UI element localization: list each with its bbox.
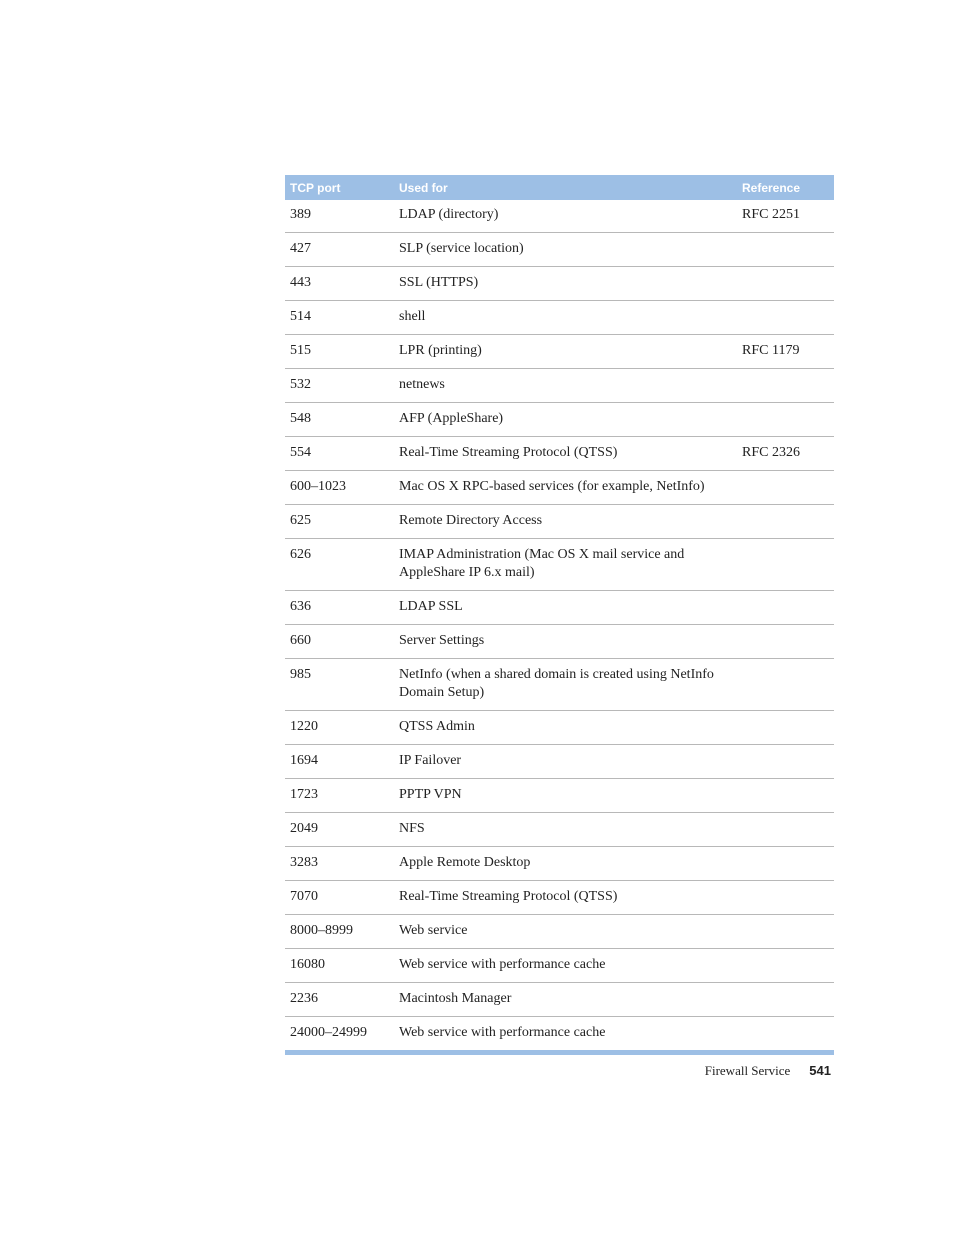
header-used-for: Used for [394, 175, 737, 200]
table-row [285, 471, 834, 505]
reference-cell [737, 301, 834, 335]
table-row [285, 437, 834, 471]
port-cell: 548 [285, 403, 394, 437]
reference-cell [737, 915, 834, 949]
table-header-row [285, 175, 834, 200]
table-row [285, 539, 834, 591]
used-for-cell: IMAP Administration (Mac OS X mail service and AppleShare IP 6.x mail) [394, 539, 737, 591]
reference-cell [737, 539, 834, 591]
port-cell: 626 [285, 539, 394, 591]
used-for-cell: NFS [394, 813, 737, 847]
used-for-cell: Mac OS X RPC-based services (for example, NetInfo) [394, 471, 737, 505]
table-row [285, 403, 834, 437]
reference-cell [737, 983, 834, 1017]
footer-section-title: Firewall Service [704, 1063, 791, 1078]
port-cell: 24000–24999 [285, 1017, 394, 1053]
used-for-cell: Web service with performance cache [394, 1017, 737, 1053]
reference-cell [737, 369, 834, 403]
reference-cell [737, 591, 834, 625]
used-for-cell: LDAP (directory) [394, 200, 737, 233]
table-row [285, 711, 834, 745]
table-row [285, 745, 834, 779]
used-for-cell: SLP (service location) [394, 233, 737, 267]
port-cell: 515 [285, 335, 394, 369]
tcp-port-table [285, 175, 834, 1055]
table-row [285, 335, 834, 369]
used-for-cell: NetInfo (when a shared domain is created using NetInfo Domain Setup) [394, 659, 737, 711]
header-tcp-port: TCP port [285, 175, 394, 200]
port-cell: 2049 [285, 813, 394, 847]
port-cell: 985 [285, 659, 394, 711]
port-cell: 3283 [285, 847, 394, 881]
used-for-cell: Apple Remote Desktop [394, 847, 737, 881]
table-row [285, 847, 834, 881]
used-for-cell: SSL (HTTPS) [394, 267, 737, 301]
port-cell: 532 [285, 369, 394, 403]
reference-cell [737, 949, 834, 983]
table-row [285, 505, 834, 539]
reference-cell [737, 813, 834, 847]
port-cell: 1220 [285, 711, 394, 745]
port-cell: 7070 [285, 881, 394, 915]
used-for-cell: Remote Directory Access [394, 505, 737, 539]
reference-cell [737, 659, 834, 711]
table-row [285, 949, 834, 983]
table-row [285, 659, 834, 711]
reference-cell [737, 745, 834, 779]
reference-cell [737, 471, 834, 505]
port-cell: 600–1023 [285, 471, 394, 505]
used-for-cell: PPTP VPN [394, 779, 737, 813]
reference-cell: RFC 2251 [737, 200, 834, 233]
used-for-cell: shell [394, 301, 737, 335]
reference-cell [737, 403, 834, 437]
reference-cell [737, 1017, 834, 1053]
table-row [285, 591, 834, 625]
table-row [285, 881, 834, 915]
port-cell: 1694 [285, 745, 394, 779]
table-row [285, 1017, 834, 1053]
reference-cell [737, 505, 834, 539]
used-for-cell: Web service with performance cache [394, 949, 737, 983]
table-row [285, 233, 834, 267]
used-for-cell: Server Settings [394, 625, 737, 659]
header-reference: Reference [737, 175, 834, 200]
table-header [285, 175, 834, 200]
reference-cell [737, 711, 834, 745]
reference-cell [737, 267, 834, 301]
used-for-cell: QTSS Admin [394, 711, 737, 745]
table-row [285, 267, 834, 301]
used-for-cell: Macintosh Manager [394, 983, 737, 1017]
table-row [285, 625, 834, 659]
port-cell: 389 [285, 200, 394, 233]
port-cell: 1723 [285, 779, 394, 813]
reference-cell [737, 881, 834, 915]
used-for-cell: Real-Time Streaming Protocol (QTSS) [394, 881, 737, 915]
used-for-cell: Real-Time Streaming Protocol (QTSS) [394, 437, 737, 471]
table-row [285, 369, 834, 403]
port-cell: 660 [285, 625, 394, 659]
port-cell: 443 [285, 267, 394, 301]
page-number: 541 [809, 1063, 831, 1078]
port-cell: 554 [285, 437, 394, 471]
table-row [285, 200, 834, 233]
table-row [285, 813, 834, 847]
used-for-cell: LDAP SSL [394, 591, 737, 625]
port-cell: 8000–8999 [285, 915, 394, 949]
port-cell: 636 [285, 591, 394, 625]
port-cell: 16080 [285, 949, 394, 983]
used-for-cell: IP Failover [394, 745, 737, 779]
reference-cell: RFC 1179 [737, 335, 834, 369]
port-cell: 514 [285, 301, 394, 335]
table-row [285, 983, 834, 1017]
table-body [285, 200, 834, 1053]
used-for-cell: AFP (AppleShare) [394, 403, 737, 437]
reference-cell [737, 625, 834, 659]
port-cell: 2236 [285, 983, 394, 1017]
used-for-cell: LPR (printing) [394, 335, 737, 369]
table-row [285, 779, 834, 813]
reference-cell: RFC 2326 [737, 437, 834, 471]
reference-cell [737, 779, 834, 813]
reference-cell [737, 233, 834, 267]
port-cell: 427 [285, 233, 394, 267]
page-footer [705, 1063, 831, 1079]
table-row [285, 915, 834, 949]
table-row [285, 301, 834, 335]
used-for-cell: netnews [394, 369, 737, 403]
port-cell: 625 [285, 505, 394, 539]
used-for-cell: Web service [394, 915, 737, 949]
reference-cell [737, 847, 834, 881]
